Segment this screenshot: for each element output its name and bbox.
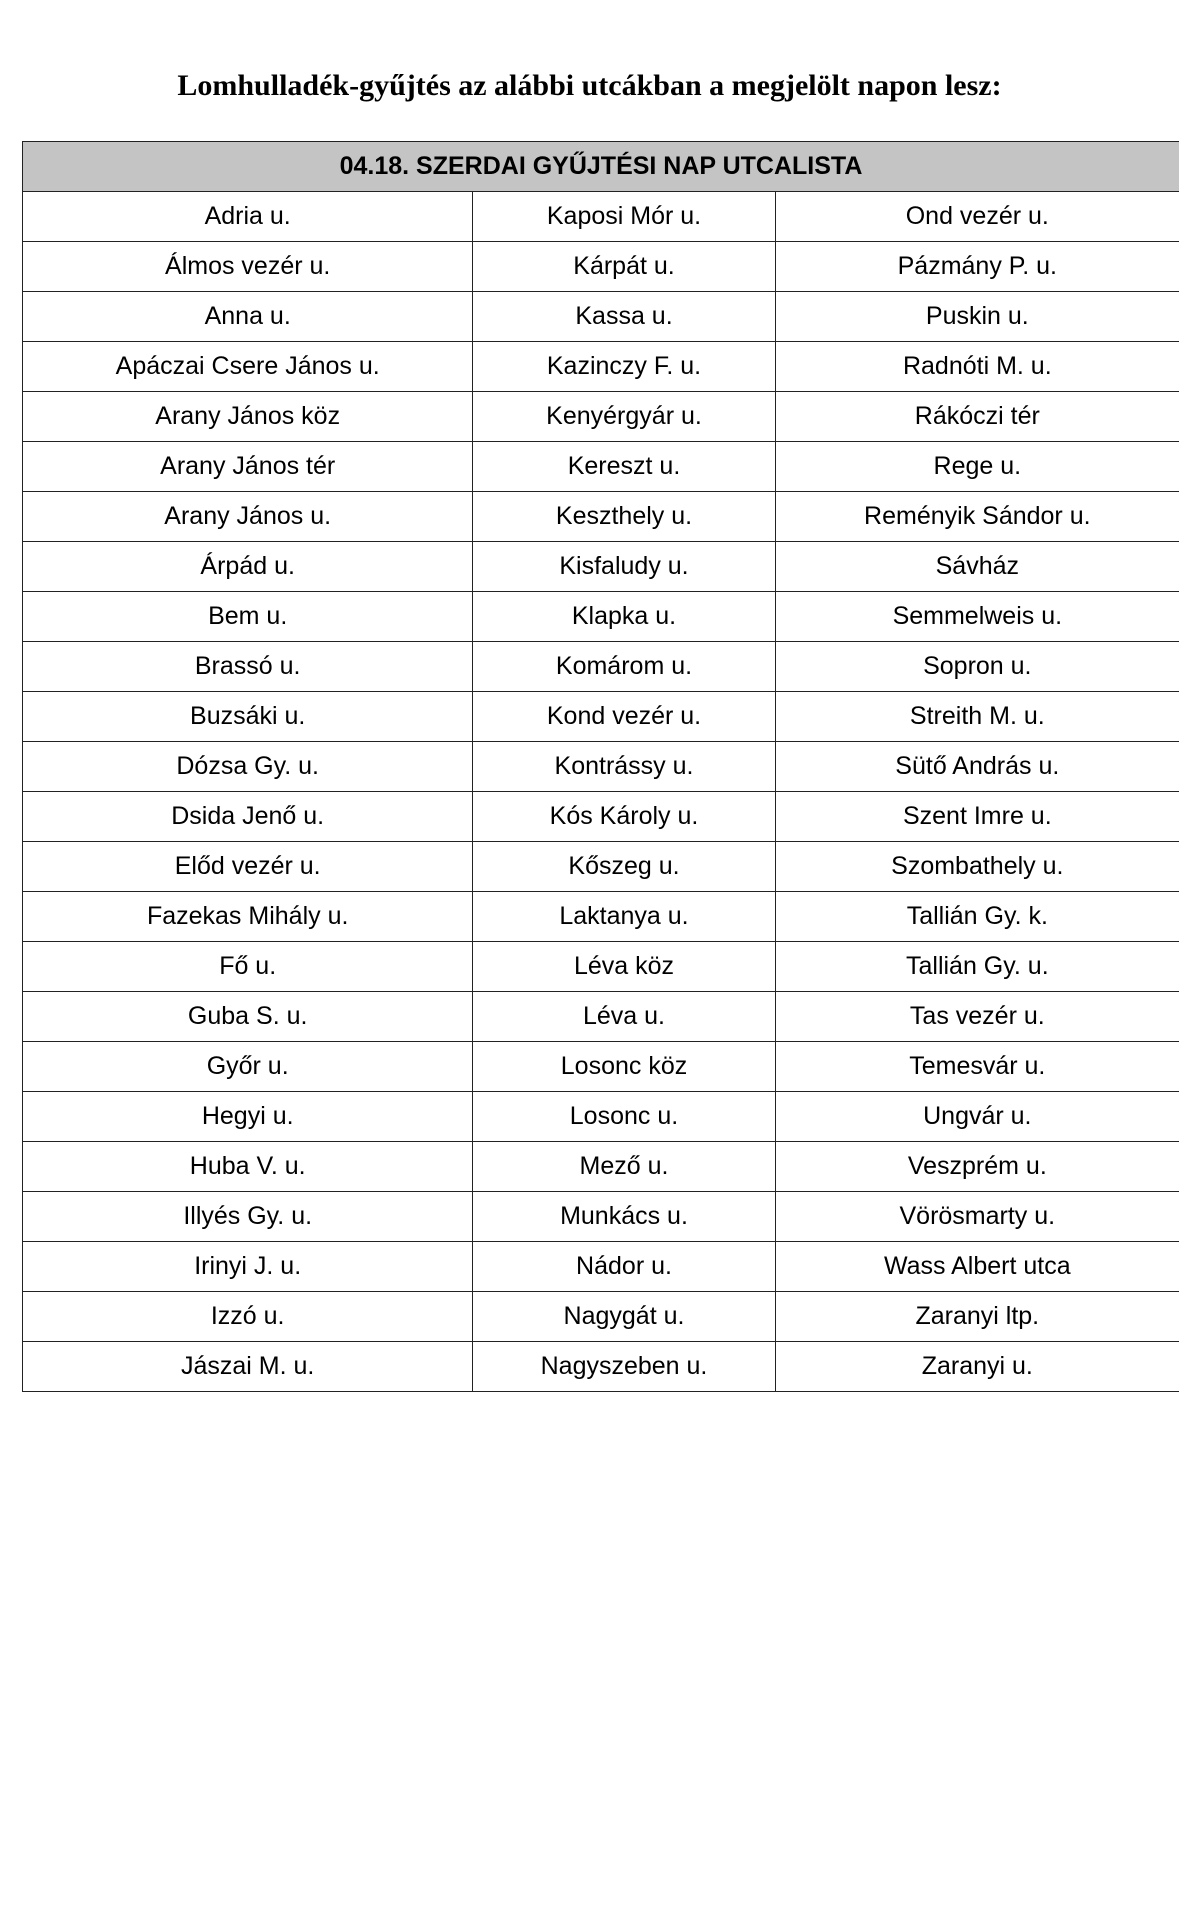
page-title: Lomhulladék-gyűjtés az alábbi utcákban a megjelölt napon lesz: bbox=[177, 69, 1002, 102]
table-row bbox=[23, 392, 1179, 442]
table-row bbox=[23, 692, 1179, 742]
street-cell: Kenyérgyár u. bbox=[473, 392, 775, 442]
street-cell: Előd vezér u. bbox=[23, 842, 473, 892]
table-row bbox=[23, 1242, 1179, 1292]
table-header: 04.18. SZERDAI GYŰJTÉSI NAP UTCALISTA bbox=[23, 142, 1179, 192]
street-cell: Kassa u. bbox=[473, 292, 775, 342]
street-cell: Kond vezér u. bbox=[473, 692, 775, 742]
street-cell: Arany János köz bbox=[23, 392, 473, 442]
street-cell: Illyés Gy. u. bbox=[23, 1192, 473, 1242]
table-row bbox=[23, 442, 1179, 492]
street-cell: Wass Albert utca bbox=[775, 1242, 1179, 1292]
street-cell: Tas vezér u. bbox=[775, 992, 1179, 1042]
street-cell: Kazinczy F. u. bbox=[473, 342, 775, 392]
street-cell: Vörösmarty u. bbox=[775, 1192, 1179, 1242]
street-cell: Puskin u. bbox=[775, 292, 1179, 342]
street-cell: Komárom u. bbox=[473, 642, 775, 692]
street-cell: Zaranyi u. bbox=[775, 1342, 1179, 1392]
street-cell: Léva u. bbox=[473, 992, 775, 1042]
table-row bbox=[23, 1042, 1179, 1092]
table-row bbox=[23, 592, 1179, 642]
street-cell: Jászai M. u. bbox=[23, 1342, 473, 1392]
street-cell: Kisfaludy u. bbox=[473, 542, 775, 592]
table-row bbox=[23, 1092, 1179, 1142]
street-cell: Losonc köz bbox=[473, 1042, 775, 1092]
table-row bbox=[23, 342, 1179, 392]
street-cell: Adria u. bbox=[23, 192, 473, 242]
street-cell: Kaposi Mór u. bbox=[473, 192, 775, 242]
table-body bbox=[23, 192, 1179, 1392]
street-cell: Dózsa Gy. u. bbox=[23, 742, 473, 792]
street-cell: Léva köz bbox=[473, 942, 775, 992]
table-row bbox=[23, 992, 1179, 1042]
street-cell: Kontrássy u. bbox=[473, 742, 775, 792]
street-cell: Kőszeg u. bbox=[473, 842, 775, 892]
street-cell: Laktanya u. bbox=[473, 892, 775, 942]
street-cell: Sütő András u. bbox=[775, 742, 1179, 792]
street-cell: Rákóczi tér bbox=[775, 392, 1179, 442]
street-cell: Zaranyi ltp. bbox=[775, 1292, 1179, 1342]
table-row bbox=[23, 842, 1179, 892]
street-cell: Veszprém u. bbox=[775, 1142, 1179, 1192]
street-cell: Kós Károly u. bbox=[473, 792, 775, 842]
street-cell: Ond vezér u. bbox=[775, 192, 1179, 242]
street-cell: Sopron u. bbox=[775, 642, 1179, 692]
street-cell: Buzsáki u. bbox=[23, 692, 473, 742]
street-cell: Radnóti M. u. bbox=[775, 342, 1179, 392]
street-cell: Nagyszeben u. bbox=[473, 1342, 775, 1392]
street-cell: Losonc u. bbox=[473, 1092, 775, 1142]
street-cell: Nagygát u. bbox=[473, 1292, 775, 1342]
street-cell: Guba S. u. bbox=[23, 992, 473, 1042]
street-cell: Mező u. bbox=[473, 1142, 775, 1192]
street-cell: Dsida Jenő u. bbox=[23, 792, 473, 842]
street-cell: Győr u. bbox=[23, 1042, 473, 1092]
street-cell: Klapka u. bbox=[473, 592, 775, 642]
street-cell: Szent Imre u. bbox=[775, 792, 1179, 842]
street-cell: Izzó u. bbox=[23, 1292, 473, 1342]
table-row bbox=[23, 742, 1179, 792]
street-cell: Anna u. bbox=[23, 292, 473, 342]
table-row bbox=[23, 942, 1179, 992]
table-row bbox=[23, 292, 1179, 342]
table-row bbox=[23, 192, 1179, 242]
street-cell: Apáczai Csere János u. bbox=[23, 342, 473, 392]
table-row bbox=[23, 1142, 1179, 1192]
table-row bbox=[23, 892, 1179, 942]
street-cell: Huba V. u. bbox=[23, 1142, 473, 1192]
street-cell: Tallián Gy. u. bbox=[775, 942, 1179, 992]
street-cell: Árpád u. bbox=[23, 542, 473, 592]
table-row bbox=[23, 1192, 1179, 1242]
street-cell: Pázmány P. u. bbox=[775, 242, 1179, 292]
table-row bbox=[23, 642, 1179, 692]
street-cell: Bem u. bbox=[23, 592, 473, 642]
street-cell: Hegyi u. bbox=[23, 1092, 473, 1142]
street-cell: Kereszt u. bbox=[473, 442, 775, 492]
table-row bbox=[23, 792, 1179, 842]
street-cell: Szombathely u. bbox=[775, 842, 1179, 892]
street-cell: Ungvár u. bbox=[775, 1092, 1179, 1142]
street-cell: Brassó u. bbox=[23, 642, 473, 692]
street-cell: Irinyi J. u. bbox=[23, 1242, 473, 1292]
street-cell: Fazekas Mihály u. bbox=[23, 892, 473, 942]
street-list-table bbox=[22, 141, 1179, 1392]
street-cell: Munkács u. bbox=[473, 1192, 775, 1242]
street-cell: Keszthely u. bbox=[473, 492, 775, 542]
street-cell: Arany János u. bbox=[23, 492, 473, 542]
table-row bbox=[23, 1292, 1179, 1342]
street-cell: Nádor u. bbox=[473, 1242, 775, 1292]
table-row bbox=[23, 492, 1179, 542]
street-cell: Fő u. bbox=[23, 942, 473, 992]
street-cell: Streith M. u. bbox=[775, 692, 1179, 742]
table-row bbox=[23, 1342, 1179, 1392]
street-cell: Reményik Sándor u. bbox=[775, 492, 1179, 542]
table-row bbox=[23, 542, 1179, 592]
street-cell: Rege u. bbox=[775, 442, 1179, 492]
street-cell: Temesvár u. bbox=[775, 1042, 1179, 1092]
street-cell: Tallián Gy. k. bbox=[775, 892, 1179, 942]
street-cell: Semmelweis u. bbox=[775, 592, 1179, 642]
street-cell: Sávház bbox=[775, 542, 1179, 592]
table-row bbox=[23, 242, 1179, 292]
street-cell: Arany János tér bbox=[23, 442, 473, 492]
table-header-row bbox=[23, 142, 1179, 192]
street-cell: Álmos vezér u. bbox=[23, 242, 473, 292]
street-cell: Kárpát u. bbox=[473, 242, 775, 292]
